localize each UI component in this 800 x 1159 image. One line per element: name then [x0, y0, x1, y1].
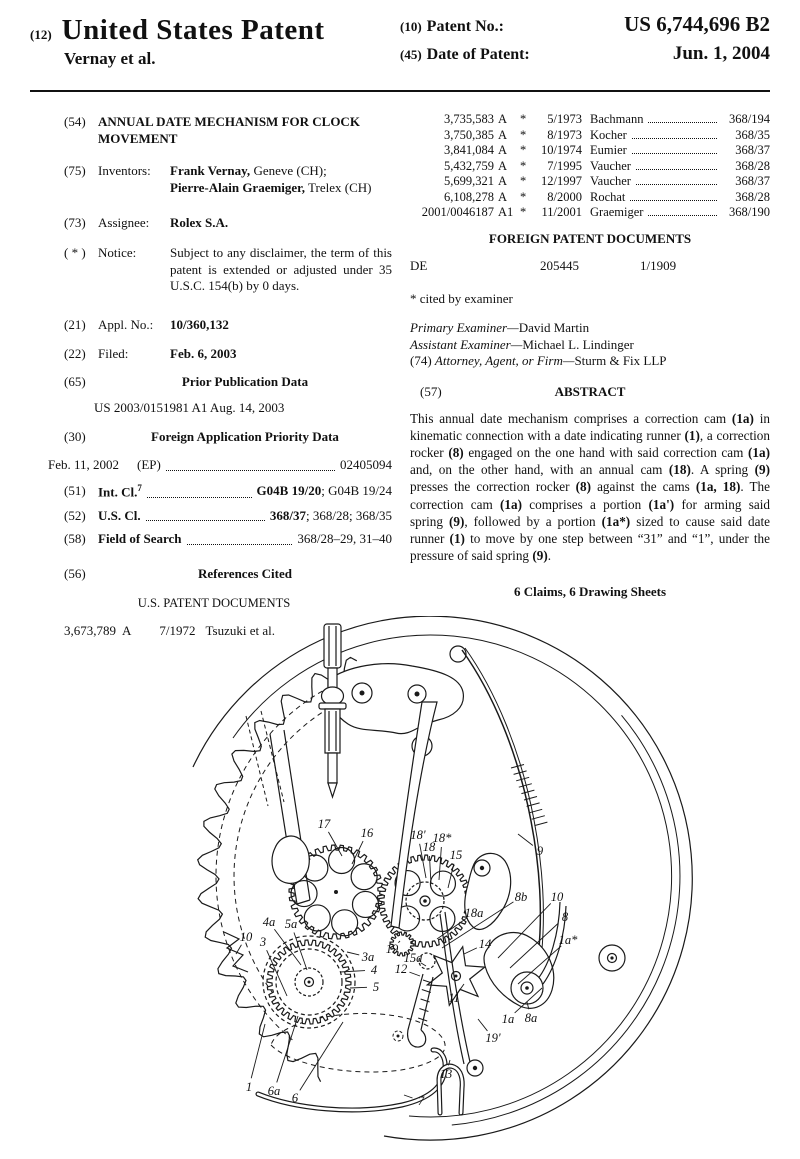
claims-note: 6 Claims, 6 Drawing Sheets [513, 584, 667, 600]
figure-ref-label: 15 [449, 848, 463, 862]
field-assignee [36, 215, 392, 232]
dotted-leader [166, 457, 335, 471]
field-int-cl: (51) Int. Cl.$^7$ G04B 19/20; G04B 19/24 [64, 482, 392, 500]
setting-lever-bridge [328, 664, 463, 734]
examiner-block: Primary Examiner—David Martin Assistant Examiner—Michael L. Lindinger (74) Attorney, Agent, or Firm—Sturm & Fix LLP [410, 320, 667, 369]
spring-anchor-hatching [511, 765, 547, 826]
field-65-number: (65) [64, 374, 86, 390]
figure-ref-label: 6a [267, 1084, 281, 1098]
cited-by-examiner-note: * cited by examiner [410, 290, 513, 306]
field-65 [36, 374, 392, 391]
citation-row: 6,108,278 A * 8/2000 Rochat 368/28 [444, 189, 770, 204]
filed-label: Filed: [98, 345, 129, 361]
rocker-pivot [450, 646, 466, 662]
figure-ref-label: 18a [464, 906, 484, 920]
patent-number: US 6,744,696 B2 [624, 12, 770, 36]
foreign-country: DE [410, 258, 428, 274]
figure-ref-label: 4 [370, 963, 378, 977]
figure-ref-label: 7 [417, 1094, 425, 1108]
inventors-value: Frank Vernay, Geneve (CH); Pierre-Alain Graemiger, Trelex (CH) [170, 163, 372, 195]
abstract-text: This annual date mechanism comprises a correction cam (1a) in kinematic connection with a date indicating runner (1), a correction rocker (8) engaged on the one hand with said correction cam (1a) and, on the other hand, with an annual cam (18). A spring (9) presses the correction rocker (8) against the cams (1a, 18). The correction cam (1a) comprises a portion (1a') for arming said spring (9), followed by a portion (1a*) sized to cause said date runner (1) to move by one step between “31” and “1”, under the pressure of said spring (9). [410, 410, 771, 564]
citation-row: 5,432,759 A * 7/1995 Vaucher 368/28 [444, 158, 770, 173]
foreign-number: 205445 [540, 258, 579, 274]
citation-row: 5,699,321 A * 12/1997 Vaucher 368/37 [444, 174, 770, 188]
figure-ref-label: 5 [372, 980, 380, 994]
figure-ref-label: 4a [262, 915, 276, 929]
field-inventors [36, 163, 392, 196]
field-notice [36, 245, 392, 295]
figure-ref-label: 8 [561, 910, 569, 924]
field-73-number: (73) [64, 214, 86, 230]
inventors-label: Inventors: [98, 163, 151, 179]
figure-ref-label: 3a [361, 950, 375, 964]
assignee-label: Assignee: [98, 214, 150, 230]
figure-ref-label: 3 [259, 935, 267, 949]
right-column [410, 106, 770, 601]
field-21-number: (21) [64, 317, 86, 332]
priority-number: 02405094 [340, 457, 392, 473]
search-value: 368/28–29, 31–40 [297, 531, 392, 547]
figure-ref-label: 14 [478, 937, 492, 951]
figure-ref-label: 18' [410, 828, 426, 842]
figure-ref-label: 1 [245, 1080, 253, 1094]
assignee-value: Rolex S.A. [170, 214, 229, 230]
abstract-heading: ABSTRACT [554, 383, 626, 399]
figure-ref-label: 12 [394, 962, 408, 976]
citation-row: 2001/0046187 A1 * 11/2001 Graemiger 368/190 [421, 205, 770, 219]
figure-ref-label: 1a* [558, 933, 578, 947]
filed-value: Feb. 6, 2003 [170, 345, 237, 361]
header-right [400, 12, 770, 71]
notice-label: Notice: [98, 245, 137, 261]
abstract-heading-row [410, 384, 770, 401]
figure-ref-label: 10 [239, 930, 253, 944]
figure-ref-label: 11 [448, 991, 460, 1005]
field-22-number: (22) [64, 345, 86, 361]
figure-ref-label: 15a [403, 951, 423, 965]
field-45-number: (45) [400, 47, 422, 62]
patent-authors: Vernay et al. [64, 49, 156, 68]
foreign-docs-heading: FOREIGN PATENT DOCUMENTS [488, 230, 692, 246]
dotted-leader [187, 531, 293, 545]
priority-country: (EP) [137, 457, 161, 473]
patent-no-label: Patent No.: [426, 18, 504, 35]
figure-ref-label: 10 [550, 890, 564, 904]
field-58-number: (58) [64, 531, 86, 547]
left-column [36, 106, 392, 639]
dotted-leader [146, 508, 265, 522]
appl-no-value: 10/360,132 [170, 317, 229, 332]
field-51-number: (51) [64, 482, 86, 498]
field-title [36, 114, 392, 147]
figure-ref-label: 18 [422, 840, 436, 854]
assistant-examiner: Michael L. Lindinger [522, 336, 634, 352]
dotted-leader [147, 483, 252, 498]
priority-row [36, 457, 392, 474]
field-12-number: (12) [30, 27, 52, 42]
field-57-number: (57) [420, 383, 442, 399]
foreign-priority-heading: Foreign Application Priority Data [151, 428, 339, 444]
field-filed [36, 346, 392, 363]
field-75-number: (75) [64, 163, 86, 179]
field-10-number: (10) [400, 19, 422, 34]
foreign-doc-row [410, 258, 770, 275]
figure-ref-label: 16 [360, 826, 374, 840]
page-title: United States Patent [61, 14, 325, 46]
field-30-number: (30) [64, 428, 86, 444]
field-star-number: ( * ) [64, 245, 86, 261]
citation-row: 3,750,385 A * 8/1973 Kocher 368/35 [444, 127, 770, 142]
invention-title: ANNUAL DATE MECHANISM FOR CLOCK MOVEMENT [98, 114, 360, 146]
citation-row: 3,735,583 A * 5/1973 Bachmann 368/194 [444, 112, 770, 126]
attorney-firm: Sturm & Fix LLP [574, 353, 667, 369]
field-52-number: (52) [64, 507, 86, 523]
references-heading: References Cited [198, 565, 292, 581]
field-appl-no [36, 317, 392, 334]
us-patent-docs-heading: U.S. PATENT DOCUMENTS [137, 595, 291, 610]
figure-ref-label: 6 [291, 1091, 299, 1105]
yoke-end-blob [272, 836, 309, 883]
figure-ref-label: 17 [317, 817, 331, 831]
header-divider [30, 90, 770, 92]
patent-date-label: Date of Patent: [426, 46, 530, 63]
mechanism-figure [90, 616, 710, 1159]
field-search: (58) Field of Search 368/28–29, 31–40 [64, 531, 392, 547]
figure-ref-label: 9 [536, 844, 544, 858]
prior-pub-heading: Prior Publication Data [181, 374, 309, 390]
figure-ref-label: 5a [284, 917, 298, 931]
citation-list [410, 112, 770, 221]
field-30 [36, 429, 392, 446]
priority-date: Feb. 11, 2002 [48, 457, 120, 473]
notice-text: Subject to any disclaimer, the term of this patent is extended or adjusted under 35 U.S.C. 154(b) by 0 days. [170, 245, 392, 294]
field-us-cl: (52) U.S. Cl. 368/37; 368/28; 368/35 [64, 507, 392, 523]
citation-row: 3,841,084 A * 10/1974 Eumier 368/37 [444, 143, 770, 157]
us-patent-entry: 3,673,789 A 7/1972 Tsuzuki et al. [64, 622, 276, 638]
foreign-date: 1/1909 [640, 258, 677, 274]
field-54-number: (54) [64, 114, 86, 129]
figure-ref-label: 8a [524, 1011, 538, 1025]
figure-ref-label: 13 [439, 1067, 453, 1081]
field-56-number: (56) [64, 565, 86, 581]
prior-pub-value: US 2003/0151981 A1 Aug. 14, 2003 [94, 399, 285, 415]
figure-ref-label: 1a [501, 1012, 515, 1026]
figure-ref-label: 19 [385, 942, 399, 956]
patent-drawing [90, 616, 710, 1159]
primary-examiner: David Martin [518, 320, 590, 336]
figure-ref-label: 18* [432, 831, 452, 845]
figure-ref-label: 19' [485, 1031, 501, 1045]
header-left [30, 14, 325, 69]
field-56 [36, 566, 392, 583]
patent-date: Jun. 1, 2004 [672, 43, 770, 64]
appl-no-label: Appl. No.: [98, 317, 154, 332]
figure-ref-label: 8b [514, 890, 528, 904]
